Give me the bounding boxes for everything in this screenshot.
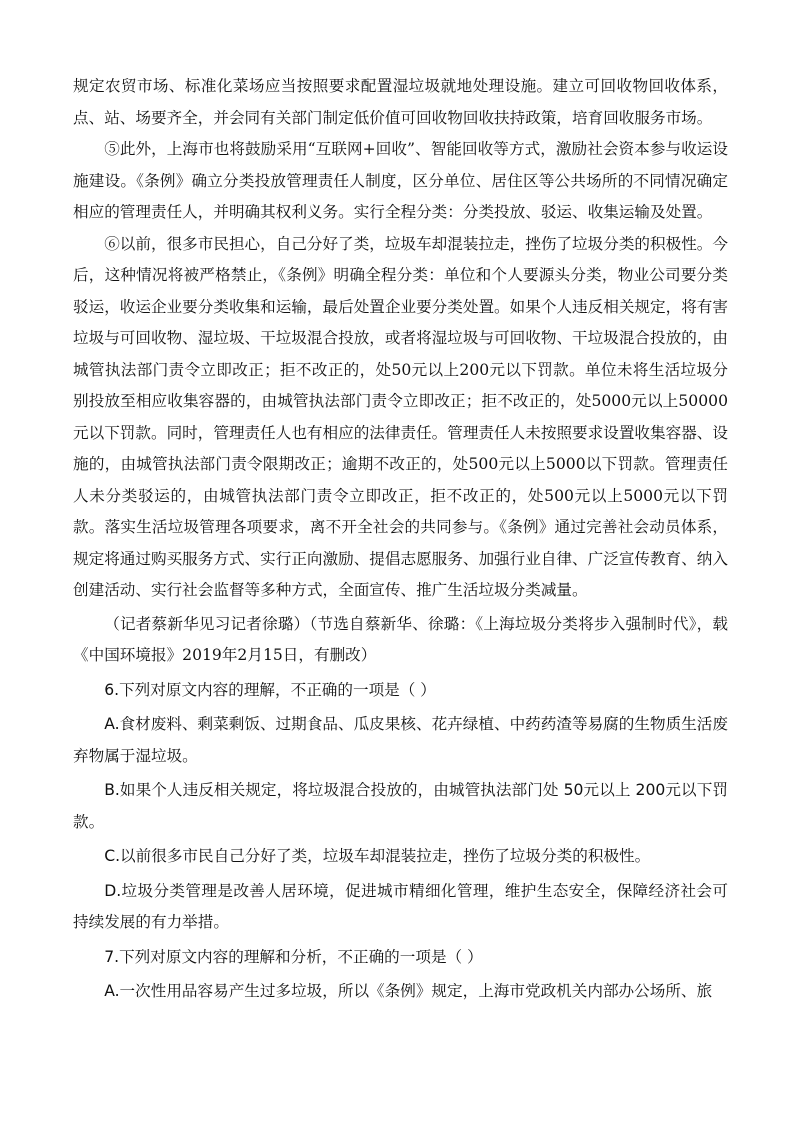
question-7-stem: 7.下列对原文内容的理解和分析，不正确的一项是（ ） bbox=[104, 947, 483, 966]
question-7-option-a: A.一次性用品容易产生过多垃圾，所以《条例》规定，上海市党政机关内部办公场所、旅 bbox=[104, 982, 713, 1000]
article-paragraph-6: ⑥以前，很多市民担心，自己分好了类，垃圾车却混装拉走，挫伤了垃圾分类的积极性。今后，这种情况将被严格禁止，《条例》明确全程分类：单位和个人要源头分类，物业公司要分类驳运，收运企业要分类收集和运输，最后处置企业要分类处置。如果个人违反相关规定，将有害垃圾与可回收物、湿垃圾、干垃圾混合投放，或者将湿垃圾与可回收物、干垃圾混合投放的，由城管执法部门责令立即改正；拒不改正的，处50元以上200元以下罚款。单位未将生活垃圾分别投放至相应收集容器的，由城管执法部门责令立即改正；拒不改正的，处5000元以上50000元以下罚款。同时，管理责任人也有相应的法律责任。管理责任人未按照要求设置收集容器、设施的，由城管执法部门责令限期改正；逾期不改正的，处500元以上5000以下罚款。管理责任人未分类驳运的，由城管执法部门责令立即改正，拒不改正的，处500元以上5000元以下罚款。落实生活垃圾管理各项要求，离不开全社会的共同参与。《条例》通过完善社会动员体系，规定将通过购买服务方式、实行正向激励、提倡志愿服务、加强行业自律、广泛宣传教育、纳入创建活动、实行社会监督等多种方式，全面宣传、推广生活垃圾分类减量。 bbox=[73, 234, 728, 599]
question-6-stem: 6.下列对原文内容的理解，不正确的一项是（ ） bbox=[104, 680, 436, 699]
content-column bbox=[73, 71, 728, 1008]
questions-section bbox=[73, 675, 728, 1008]
article-body bbox=[73, 71, 728, 672]
question-6-option-d: D.垃圾分类管理是改善人居环境，促进城市精细化管理，维护生态安全，保障经济社会可持续发展的有力举措。 bbox=[73, 881, 728, 931]
question-6-option-b: B.如果个人违反相关规定，将垃圾混合投放的，由城管执法部门处 50元以上 200元以下罚款。 bbox=[73, 781, 728, 831]
question-6-option-c: C.以前很多市民自己分好了类，垃圾车却混装拉走，挫伤了垃圾分类的积极性。 bbox=[104, 847, 651, 865]
article-paragraph-continued: 规定农贸市场、标准化菜场应当按照要求配置湿垃圾就地处理设施。建立可回收物回收体系，点、站、场要齐全，并会同有关部门制定低价值可回收物回收扶持政策，培育回收服务市场。 bbox=[73, 77, 728, 127]
article-paragraph-5: ⑤此外，上海市也将鼓励采用“互联网+回收”、智能回收等方式，激励社会资本参与收运设施建设。《条例》确立分类投放管理责任人制度，区分单位、居住区等公共场所的不同情况确定相应的管理责任人，并明确其权利义务。实行全程分类：分类投放、驳运、收集运输及处置。 bbox=[73, 140, 728, 221]
article-source-note: （记者蔡新华见习记者徐璐）（节选自蔡新华、徐璐：《上海垃圾分类将步入强制时代》，载《中国环境报》2019年2月15日，有删改） bbox=[73, 614, 728, 664]
question-6-option-a: A.食材废料、剩菜剩饭、过期食品、瓜皮果核、花卉绿植、中药药渣等易腐的生物质生活废弃物属于湿垃圾。 bbox=[73, 715, 728, 765]
